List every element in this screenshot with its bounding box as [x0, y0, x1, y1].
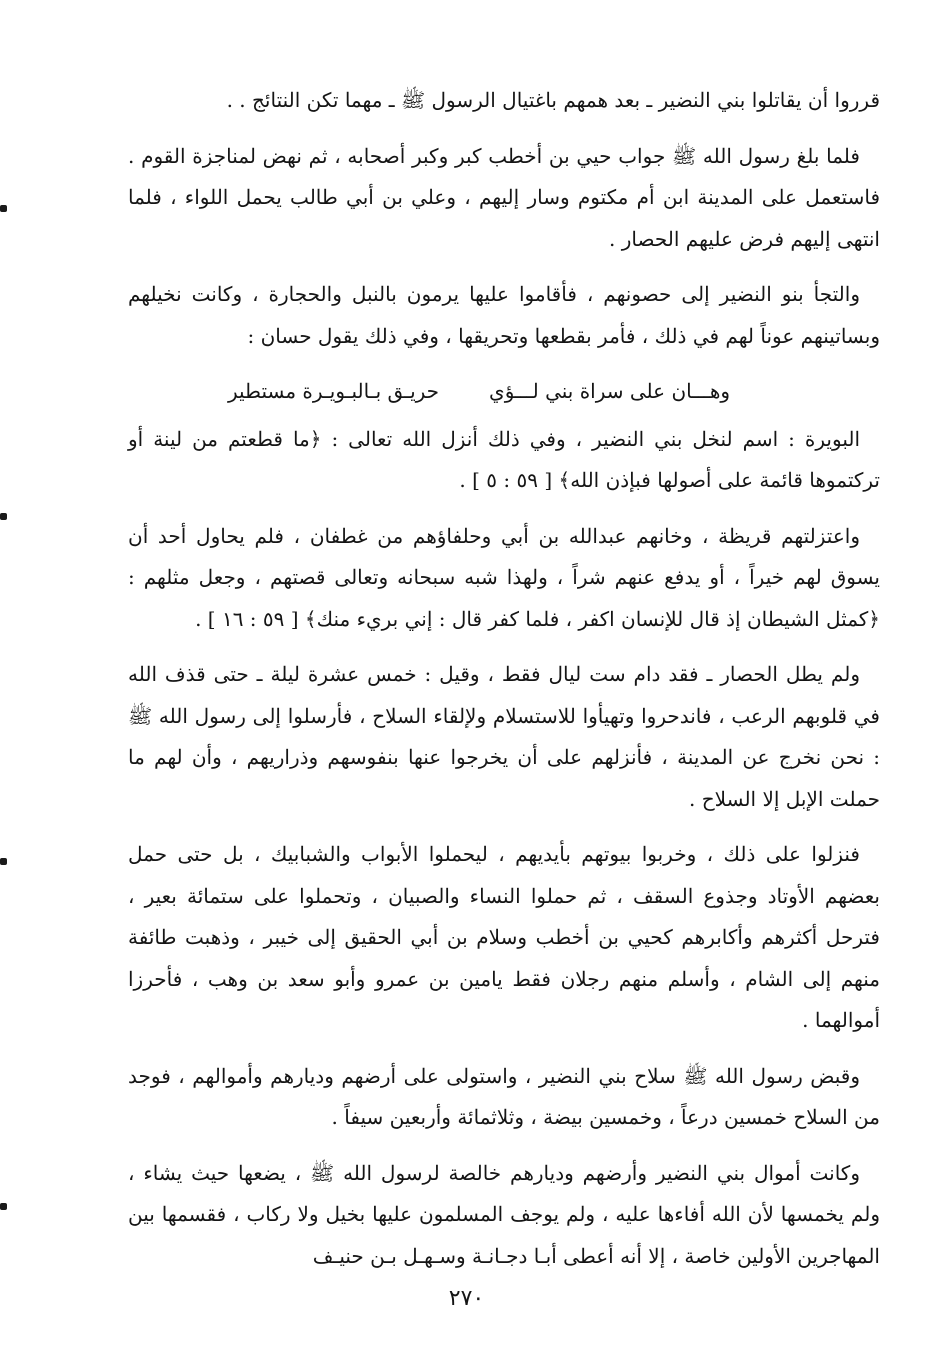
paragraph: البويرة : اسم لنخل بني النضير ، وفي ذلك أنزل الله تعالى : ﴿ما قطعتم من لينة أو تركتموها قائمة على أصولها فبإذن الله﴾ [ ٥٩ : ٥ ] .	[128, 426, 880, 492]
paragraph: وقبض رسول الله ﷺ سلاح بني النضير ، واستولى على أرضهم وديارهم وأموالهم ، فوجد من السلاح خمسين درعاً ، وخمسين بيضة ، وثلاثمائة وأربعين سيفاً .	[128, 1063, 880, 1129]
margin-mark	[0, 858, 7, 865]
paragraph: وكانت أموال بني النضير وأرضهم وديارهم خالصة لرسول الله ﷺ ، يضعها حيث يشاء ، ولم يخمسها لأن الله أفاءها عليه ، ولم يوجف المسلمون عليها بخيل ولا ركاب ، فقسمها بين المهاجرين الأولين خاصة ، إلا أنه أعطى أبـا دجـانـة وسـهـل بـن حنيـف	[128, 1160, 880, 1268]
paragraph: فلما بلغ رسول الله ﷺ جواب حيي بن أخطب كبر وكبر أصحابه ، ثم نهض لمناجزة القوم . فاستعمل على المدينة ابن أم مكتوم وسار إليهم ، وعلي بن أبي طالب يحمل اللواء ، فلما انتهى إليهم فرض عليهم الحصار .	[128, 143, 880, 251]
verse-hemistich-second: حريـق بـالبـويـرة مستطير	[227, 379, 440, 403]
verse-hemistich-first: وهـــان على سراة بني لـــؤي	[489, 379, 731, 403]
margin-mark	[0, 513, 7, 520]
page-number: ٢٧٠	[448, 1286, 485, 1311]
margin-mark	[0, 1203, 7, 1210]
margin-mark	[0, 205, 7, 212]
paragraph: والتجأ بنو النضير إلى حصونهم ، فأقاموا عليها يرمون بالنبل والحجارة ، وكانت نخيلهم وبساتينهم عوناً لهم في ذلك ، فأمر بقطعها وتحريقها ، وفي ذلك يقول حسان :	[128, 282, 880, 348]
paragraph: قرروا أن يقاتلوا بني النضير ـ بعد همهم باغتيال الرسول ﷺ ـ مهما تكن النتائج . .	[226, 88, 880, 112]
paragraph: ولم يطل الحصار ـ فقد دام ست ليال فقط ، وقيل : خمس عشرة ليلة ـ حتى قذف الله في قلوبهم الرعب ، فاندحروا وتهيأوا للاستسلام ولإلقاء السلاح ، فأرسلوا إلى رسول الله ﷺ : نحن نخرج عن المدينة ، فأنزلهم على أن يخرجوا عنها بنفوسهم وذراريهم ، وأن لهم ما حملت الإبل إلا السلاح .	[128, 662, 880, 811]
paragraph: واعتزلتهم قريظة ، وخانهم عبدالله بن أبي وحلفاؤهم من غطفان ، فلم يحاول أحد أن يسوق لهم خيراً ، أو يدفع عنهم شراً ، ولهذا شبه سبحانه وتعالى قصتهم ، وجعل مثلهم : ﴿كمثل الشيطان إذ قال للإنسان اكفر ، فلما كفر قال : إني بريء منك﴾ [ ٥٩ : ١٦ ] .	[128, 523, 880, 631]
poetry-verse	[128, 371, 880, 413]
paragraph: فنزلوا على ذلك ، وخربوا بيوتهم بأيديهم ، ليحملوا الأبواب والشبابيك ، بل حتى حمل بعضهم الأوتاد وجذوع السقف ، ثم حملوا النساء والصبيان ، وتحملوا على ستمائة بعير ، فترحل أكثرهم وأكابرهم كحيي بن أخطب وسلام بن أبي الحقيق إلى خيبر ، وذهبت طائفة منهم إلى الشام ، وأسلم منهم رجلان فقط يامين بن عمرو وأبو سعد بن وهب ، فأحرزا أموالهما .	[128, 842, 880, 1032]
body-text	[128, 80, 880, 1291]
